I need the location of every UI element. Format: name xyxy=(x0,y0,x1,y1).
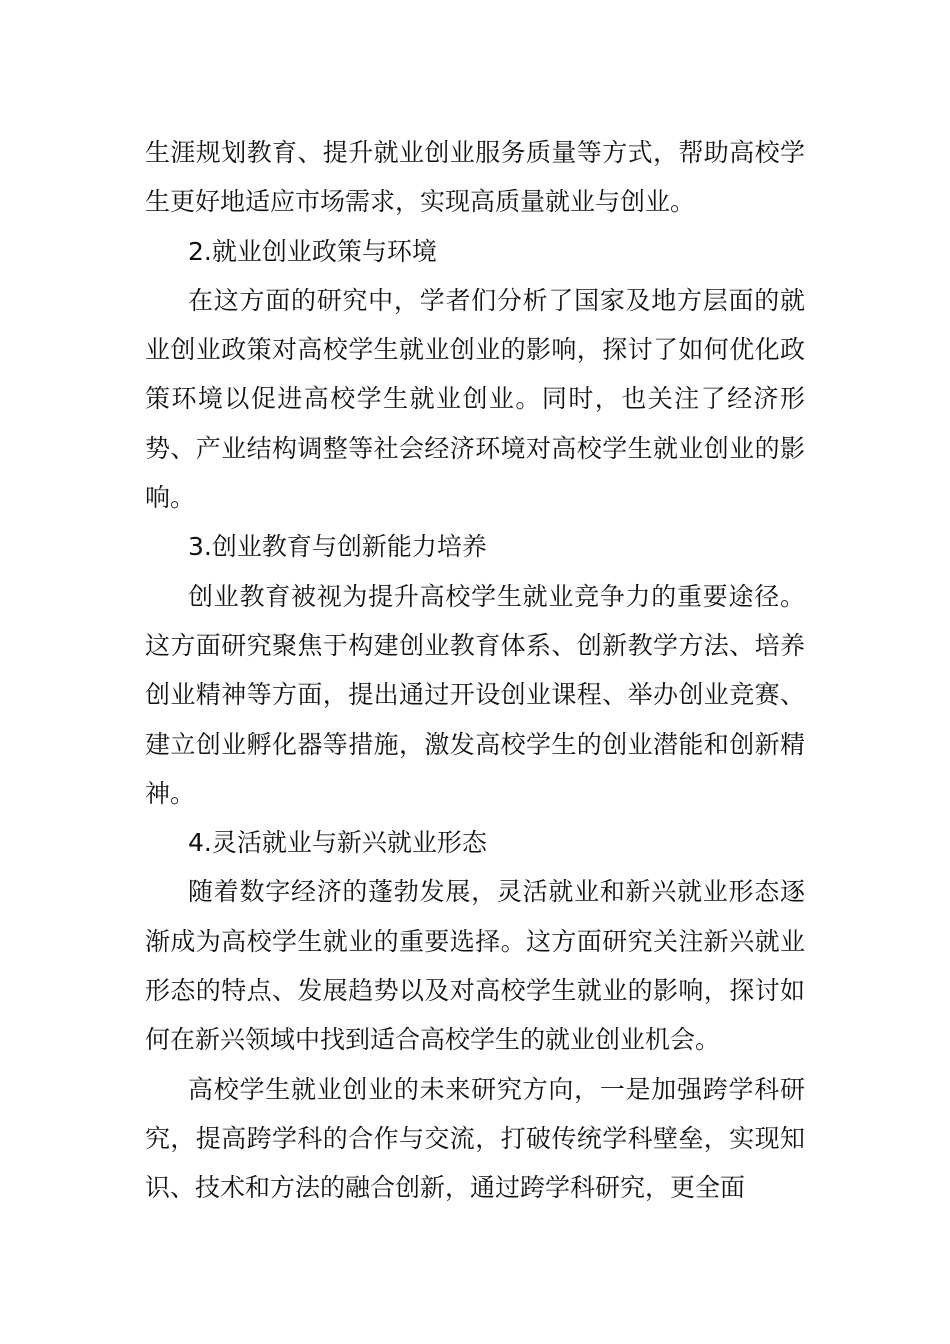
section-heading-entrepreneurship-education: 3.创业教育与创新能力培养 xyxy=(188,532,487,562)
paragraph-policy-environment: 在这方面的研究中，学者们分析了国家及地方层面的就业创业政策对高校学生就业创业的影响，探讨了如何优化政策环境以促进高校学生就业创业。同时，也关注了经济形势、产业结构调整等社会经济环境对高校学生就业创业的影响。 xyxy=(145,285,805,513)
paragraph-entrepreneurship-education: 创业教育被视为提升高校学生就业竞争力的重要途径。这方面研究聚焦于构建创业教育体系、创新教学方法、培养创业精神等方面，提出通过开设创业课程、举办创业竞赛、建立创业孵化器等措施，激发高校学生的创业潜能和创新精神。 xyxy=(145,581,805,808)
paragraph-flexible-employment: 随着数字经济的蓬勃发展，灵活就业和新兴就业形态逐渐成为高校学生就业的重要选择。这方面研究关注新兴就业形态的特点、发展趋势以及对高校学生就业的影响，探讨如何在新兴领域中找到适合高校学生的就业创业机会。 xyxy=(145,877,805,1055)
paragraph-future-research: 高校学生就业创业的未来研究方向，一是加强跨学科研究，提高跨学科的合作与交流，打破传统学科壁垒，实现知识、技术和方法的融合创新，通过跨学科研究，更全面 xyxy=(145,1074,805,1203)
paragraph-continuation: 生涯规划教育、提升就业创业服务质量等方式，帮助高校学生更好地适应市场需求，实现高质量就业与创业。 xyxy=(145,138,805,217)
section-heading-flexible-employment: 4.灵活就业与新兴就业形态 xyxy=(188,828,487,858)
document-page xyxy=(145,128,805,1213)
section-heading-policy-environment: 2.就业创业政策与环境 xyxy=(188,236,437,266)
